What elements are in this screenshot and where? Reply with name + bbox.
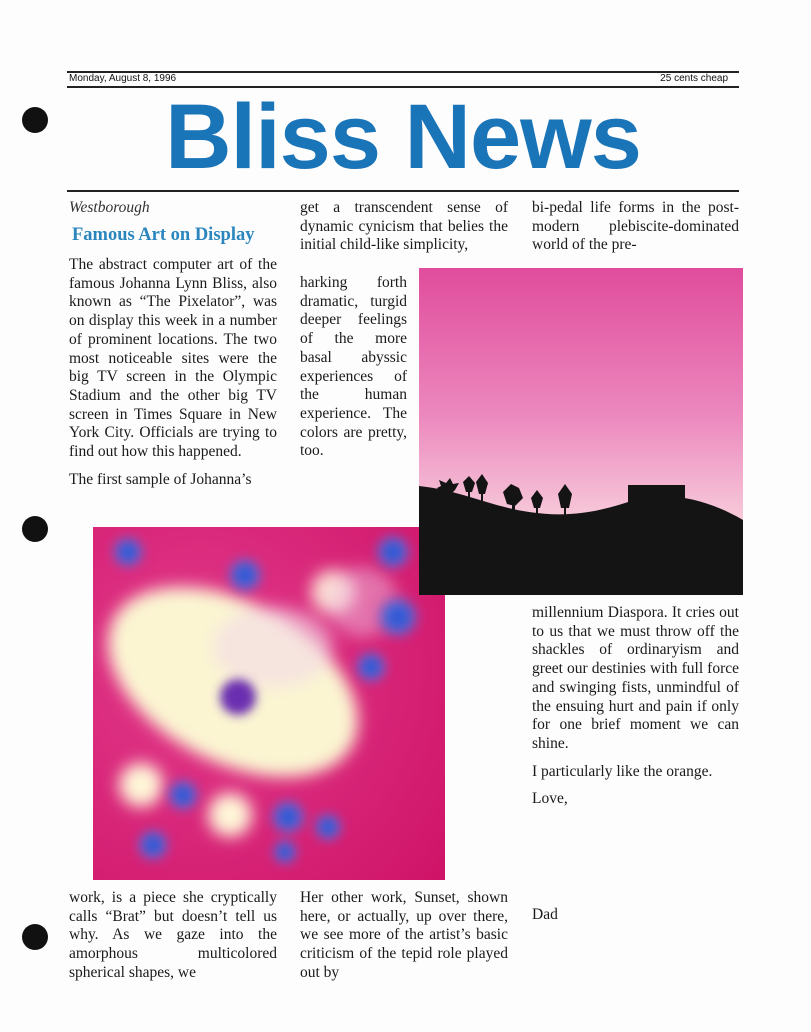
column-1-bottom — [69, 889, 277, 992]
punch-hole — [22, 516, 48, 542]
punch-hole — [22, 107, 48, 133]
column-1-top — [69, 256, 277, 498]
column-2-bottom — [300, 889, 508, 992]
sunset-artwork — [419, 268, 743, 595]
paragraph: harking forth dramatic, turgid deeper feelings of the more basal abyssic experiences of the human experience. The colors are pretty, too. — [300, 274, 407, 460]
paragraph: bi-pedal life forms in the post-modern plebiscite-dominated world of the pre- — [532, 199, 739, 254]
masthead-rule — [67, 190, 739, 192]
dateline: Westborough — [69, 199, 150, 216]
paragraph: The first sample of Johanna’s — [69, 470, 252, 488]
paragraph: millennium Diaspora. It cries out to us that we must throw off the shackles of ordinaryism and greet our destinies with full force and swinging fists, unmindful of the ensuing hurt and pain if only for one brief moment we can shine. — [532, 604, 739, 752]
column-2-top — [300, 199, 508, 255]
closing: Love, — [532, 790, 568, 808]
column-3-top — [532, 199, 739, 264]
paragraph: Her other work, Sunset, shown here, or actually, up over there, we see more of the artist’s basic criticism of the tepid role played out by — [300, 889, 508, 981]
column-3-bottom — [532, 604, 739, 818]
signature: Dad — [532, 906, 558, 923]
paragraph: The abstract computer art of the famous Johanna Lynn Bliss, also known as “The Pixelator”, was on display this week in a number of prominent locations. The two most noticeable sites were the big TV screen in the Olympic Stadium and the other big TV screen in Times Square in New York City. Officials are trying to find out how this happened. — [69, 256, 277, 461]
paragraph: work, is a piece she cryptically calls “Brat” but doesn’t tell us why. As we gaze into the amorphous multicolored spherical shapes, we — [69, 889, 277, 981]
paragraph: I particularly like the orange. — [532, 762, 713, 780]
paragraph: get a transcendent sense of dynamic cynicism that belies the initial child-like simplicity, — [300, 199, 508, 254]
brat-artwork — [93, 527, 445, 880]
issue-date: Monday, August 8, 1996 — [69, 73, 177, 84]
issue-price: 25 cents cheap — [660, 73, 728, 84]
punch-hole — [22, 924, 48, 950]
headline: Famous Art on Display — [72, 225, 255, 245]
masthead-title: Bliss News — [165, 86, 641, 188]
column-2-mid — [300, 274, 407, 470]
